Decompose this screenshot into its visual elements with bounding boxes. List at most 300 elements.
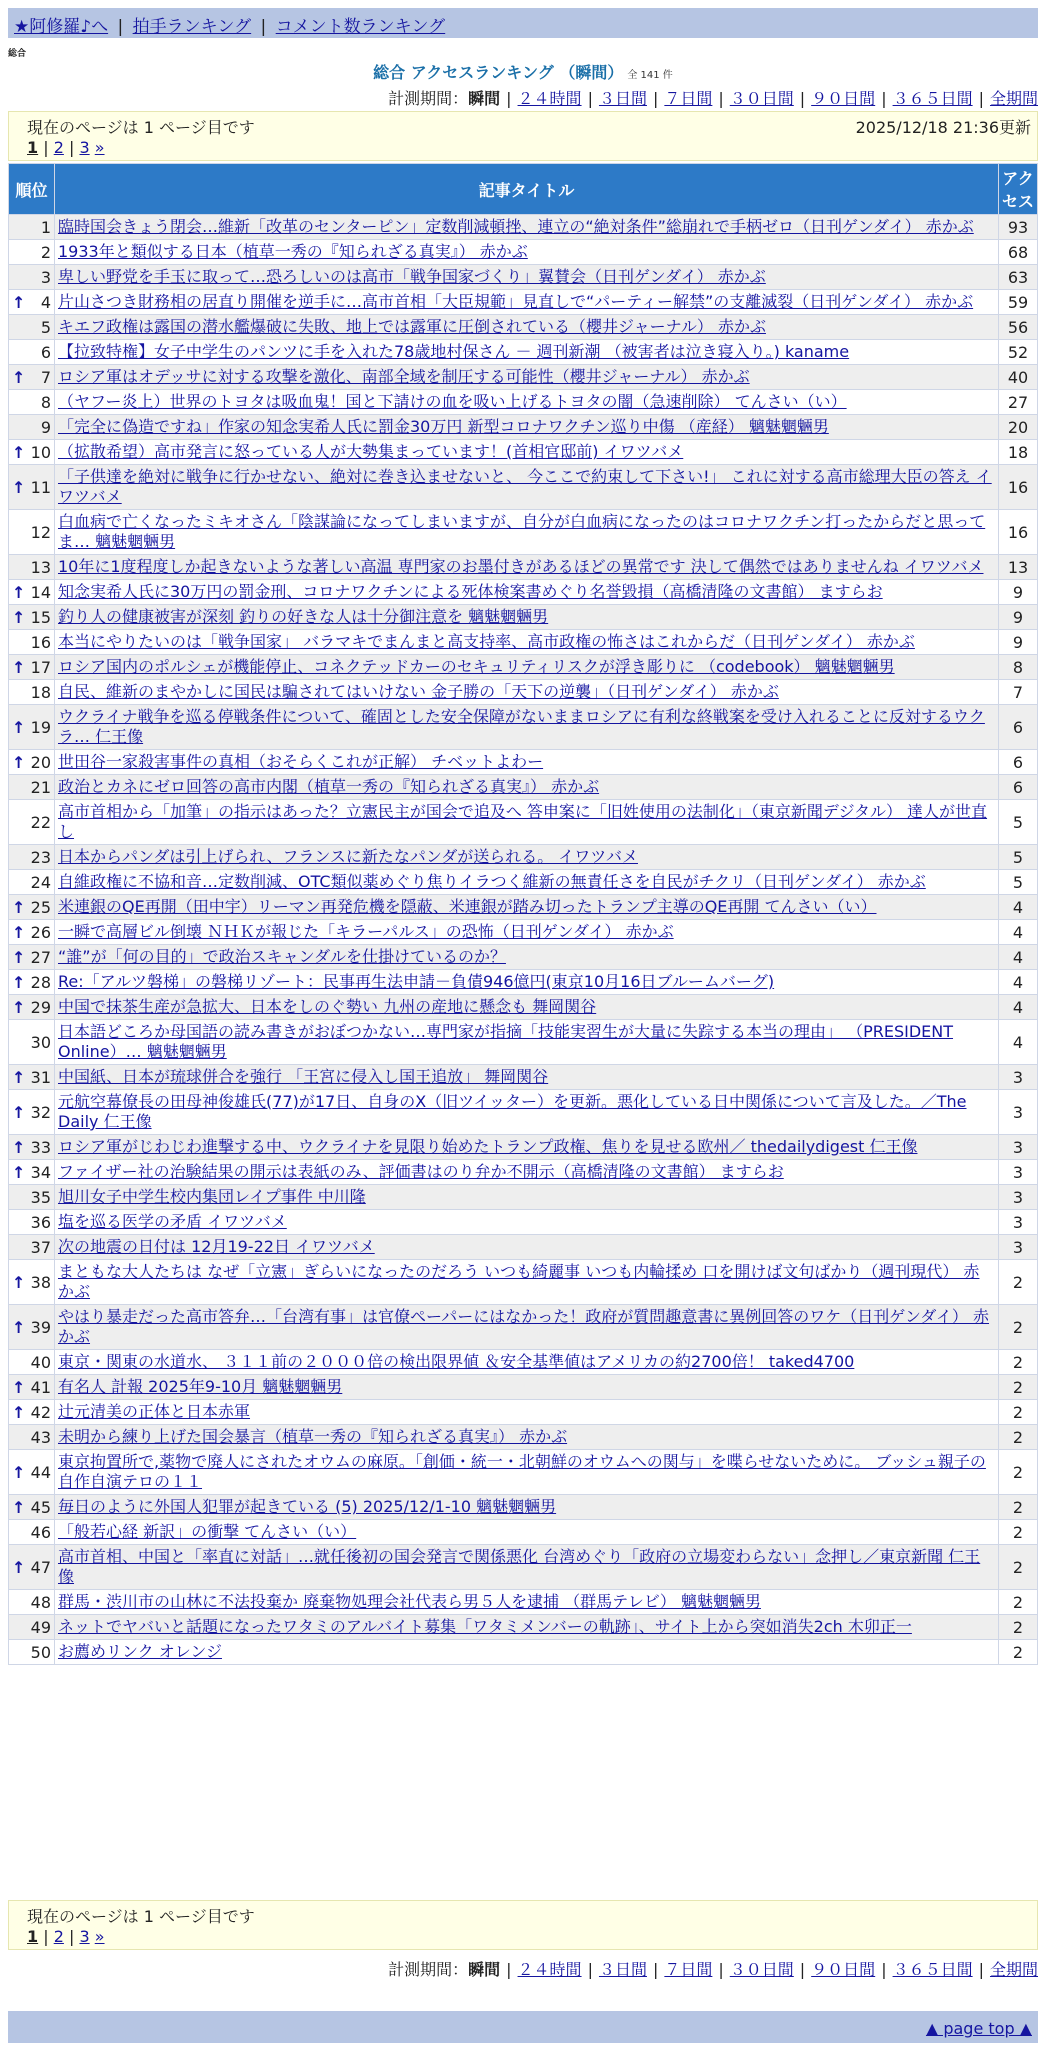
article-link[interactable]: 塩を巡る医学の矛盾 イワツバメ <box>58 1212 287 1231</box>
title-cell <box>55 800 999 845</box>
rank-number: 15 <box>30 607 51 627</box>
rank-cell <box>9 800 55 845</box>
access-count: 3 <box>999 1210 1038 1235</box>
period-label: 計測期間： <box>388 1960 469 1979</box>
article-link[interactable]: 群馬・渋川市の山林に不法投棄か 廃棄物処理会社代表ら男５人を逮捕 （群馬テレビ） 魑魅魍魎男 <box>58 1592 761 1611</box>
page-links <box>27 1927 1019 1946</box>
rank-cell <box>9 1020 55 1065</box>
rank-cell <box>9 290 55 315</box>
page-link[interactable]: 3 <box>79 138 90 157</box>
separator: | <box>799 89 806 108</box>
home-link[interactable]: ★阿修羅♪へ <box>14 17 109 37</box>
article-link[interactable]: 高市首相から「加筆」の指示はあった？立憲民主が国会で追及へ 答申案に「旧姓使用の法制化」（東京新聞デジタル） 達人が世直し <box>58 802 988 841</box>
access-count: 3 <box>999 1160 1038 1185</box>
rank-cell <box>9 1260 55 1305</box>
access-count: 2 <box>999 1640 1038 1665</box>
rank-number: 3 <box>40 267 51 287</box>
article-link[interactable]: 日本からパンダは引上げられ、フランスに新たなパンダが送られる。 イワツバメ <box>58 847 638 866</box>
rank-cell <box>9 1425 55 1450</box>
article-link[interactable]: ロシア軍がじわじわ進撃する中、ウクライナを見限り始めたトランプ政権、焦りを見せる欧州／ thedailydigest 仁王像 <box>58 1137 918 1156</box>
table-row <box>9 340 1038 365</box>
title-cell <box>55 1640 999 1665</box>
title-cell <box>55 580 999 605</box>
title-cell <box>55 1520 999 1545</box>
rank-cell <box>9 265 55 290</box>
rank-cell <box>9 1160 55 1185</box>
access-count: 6 <box>999 750 1038 775</box>
title-cell <box>55 1450 999 1495</box>
article-link[interactable]: やはり暴走だった高市答弁…「台湾有事」は官僚ペーパーにはなかった！政府が質問趣意書に異例回答のワケ（日刊ゲンダイ） 赤かぶ <box>58 1307 990 1346</box>
rank-up-icon: ↑ <box>12 1067 26 1087</box>
rank-cell <box>9 1350 55 1375</box>
access-count: 5 <box>999 800 1038 845</box>
rank-cell <box>9 605 55 630</box>
period-selector-bottom <box>388 1957 1038 1980</box>
rank-number: 26 <box>30 922 51 942</box>
table-row <box>9 510 1038 555</box>
separator: | <box>38 138 54 157</box>
rank-cell <box>9 1065 55 1090</box>
table-row <box>9 415 1038 440</box>
table-row <box>9 1020 1038 1065</box>
rank-up-icon: ↑ <box>12 477 26 497</box>
title-cell <box>55 290 999 315</box>
article-link[interactable]: “誰”が「何の目的」で政治スキャンダルを仕掛けているのか？ <box>58 947 506 966</box>
article-link[interactable]: 中国で抹茶生産が急拡大、日本をしのぐ勢い 九州の産地に懸念も 舞岡関谷 <box>58 997 597 1016</box>
article-link[interactable]: お薦めリンク オレンジ <box>58 1642 222 1661</box>
table-row <box>9 555 1038 580</box>
article-link[interactable]: ファイザー社の治験結果の開示は表紙のみ、評価書はのり弁か不開示（高橋清隆の文書館） ますらお <box>58 1162 784 1181</box>
table-row <box>9 775 1038 800</box>
article-link[interactable]: 「般若心経 新訳」の衝撃 てんさい（い） <box>58 1522 357 1541</box>
access-count: 16 <box>999 465 1038 510</box>
period-link[interactable]: ３６５日間 <box>892 89 973 108</box>
article-link[interactable]: 「子供達を絶対に戦争に行かせない、絶対に巻き込ませないと、 今ここで約束して下さい!」 これに対する高市総理大臣の答え イワツバメ <box>58 467 992 506</box>
rank-number: 32 <box>30 1102 51 1122</box>
article-link[interactable]: 白血病で亡くなったミキオさん「陰謀論になってしまいますが、自分が白血病になったのはコロナワクチン打ったからだと思ってま… 魑魅魍魎男 <box>58 512 986 551</box>
rank-number: 50 <box>30 1642 51 1662</box>
separator: | <box>38 1927 54 1946</box>
separator: | <box>881 1960 887 1979</box>
access-count: 3 <box>999 1135 1038 1160</box>
title-cell <box>55 1135 999 1160</box>
rank-number: 16 <box>30 632 51 652</box>
rank-up-icon: ↑ <box>12 607 26 627</box>
access-count: 2 <box>999 1425 1038 1450</box>
period-selector-top <box>388 86 1038 109</box>
rank-number: 31 <box>30 1067 51 1087</box>
title-cell <box>55 265 999 290</box>
article-link[interactable]: 1933年と類似する日本（植草一秀の『知られざる真実』） 赤かぶ <box>58 242 528 261</box>
rank-up-icon: ↑ <box>12 997 26 1017</box>
article-link[interactable]: 【拉致特権】女子中学生のパンツに手を入れた78歳地村保さん － 週刊新潮 （被害者は泣き寝入り。) kaname <box>58 342 850 361</box>
title-cell <box>55 605 999 630</box>
rank-cell <box>9 995 55 1020</box>
access-count: 5 <box>999 870 1038 895</box>
rank-up-icon: ↑ <box>12 367 26 387</box>
page-link[interactable]: 3 <box>79 1927 90 1946</box>
separator: | <box>506 1960 512 1979</box>
rank-cell <box>9 365 55 390</box>
table-row <box>9 1090 1038 1135</box>
page-link[interactable]: 2 <box>53 138 64 157</box>
rank-up-icon: ↑ <box>12 897 26 917</box>
table-row <box>9 970 1038 995</box>
table-row <box>9 705 1038 750</box>
access-count: 2 <box>999 1305 1038 1350</box>
separator: | <box>587 89 593 108</box>
rank-number: 42 <box>30 1402 51 1422</box>
access-count: 3 <box>999 1185 1038 1210</box>
rank-number: 19 <box>30 717 51 737</box>
title-cell <box>55 1235 999 1260</box>
title-cell <box>55 705 999 750</box>
table-row <box>9 1160 1038 1185</box>
period-link[interactable]: ３０日間 <box>729 1960 794 1979</box>
rank-number: 30 <box>30 1032 51 1052</box>
table-row <box>9 750 1038 775</box>
rank-cell <box>9 340 55 365</box>
rank-number: 13 <box>30 557 51 577</box>
separator: | <box>63 138 80 157</box>
period-link[interactable]: ３６５日間 <box>892 1960 973 1979</box>
footer-bar <box>8 2011 1038 2043</box>
table-row <box>9 895 1038 920</box>
clap-ranking-link[interactable]: 拍手ランキング <box>132 17 252 37</box>
access-count: 2 <box>999 1495 1038 1520</box>
rank-number: 24 <box>30 872 51 892</box>
access-count: 20 <box>999 415 1038 440</box>
access-count: 4 <box>999 895 1038 920</box>
table-row <box>9 215 1038 240</box>
article-link[interactable]: キエフ政権は露国の潜水艦爆破に失敗、地上では露軍に圧倒されている（櫻井ジャーナル） 赤かぶ <box>58 317 766 336</box>
article-link[interactable]: 有名人 計報 2025年9-10月 魑魅魍魎男 <box>58 1377 343 1396</box>
rank-up-icon: ↑ <box>12 292 26 312</box>
period-link[interactable]: ９０日間 <box>811 1960 876 1979</box>
article-link[interactable]: 高市首相、中国と「率直に対話」…就任後初の国会発言で関係悪化 台湾めぐり「政府の立場変わらない」念押し／東京新聞 仁王像 <box>58 1547 981 1586</box>
period-link[interactable]: ７日間 <box>664 89 713 108</box>
rank-cell <box>9 1090 55 1135</box>
article-link[interactable]: 知念実希人氏に30万円の罰金刑、コロナワクチンによる死体検案書めぐり名誉毀損（高橋清隆の文書館） ますらお <box>58 582 883 601</box>
page-link[interactable]: 2 <box>53 1927 64 1946</box>
article-link[interactable]: ネットでヤバいと話題になったワタミのアルバイト募集「ワタミメンバーの軌跡」、サイト上から突如消失2ch 木卯正一 <box>58 1617 912 1636</box>
rank-cell <box>9 1375 55 1400</box>
page-top-link[interactable]: ▲ page top ▲ <box>925 2019 1032 2038</box>
article-link[interactable]: まともな大人たちは なぜ「立憲」ぎらいになったのだろう いつも綺麗事 いつも内輪揉め 口を開けば文句ばかり（週刊現代） 赤かぶ <box>58 1262 980 1301</box>
separator: | <box>587 1960 593 1979</box>
title-cell <box>55 920 999 945</box>
period-link[interactable]: 全期間 <box>989 1960 1038 1979</box>
rank-number: 36 <box>30 1212 51 1232</box>
rank-cell <box>9 775 55 800</box>
article-link[interactable]: ロシア国内のポルシェが機能停止、コネクテッドカーのセキュリティリスクが浮き彫りに （codebook） 魑魅魍魎男 <box>58 657 895 676</box>
rank-cell <box>9 630 55 655</box>
access-count: 2 <box>999 1545 1038 1590</box>
rank-cell <box>9 680 55 705</box>
article-link[interactable]: 「完全に偽造ですね」作家の知念実希人氏に罰金30万円 新型コロナワクチン巡り中傷 （産経） 魑魅魍魎男 <box>58 417 829 436</box>
article-link[interactable]: 毎日のように外国人犯罪が起きている (5) 2025/12/1-10 魑魅魍魎男 <box>58 1497 557 1516</box>
rank-up-icon: ↑ <box>12 582 26 602</box>
rank-number: 40 <box>30 1352 51 1372</box>
ranking-table <box>8 163 1038 1665</box>
rank-cell <box>9 1640 55 1665</box>
table-row <box>9 655 1038 680</box>
title-cell <box>55 390 999 415</box>
article-link[interactable]: 旭川女子中学生校内集団レイプ事件 中川隆 <box>58 1187 366 1206</box>
access-count: 3 <box>999 1065 1038 1090</box>
rank-number: 11 <box>30 477 51 497</box>
article-link[interactable]: ロシア軍はオデッサに対する攻撃を激化、南部全域を制圧する可能性（櫻井ジャーナル） 赤かぶ <box>58 367 750 386</box>
article-link[interactable]: 一瞬で高層ビル倒壊 ＮＨＫが報じた「キラーパルス」の恐怖（日刊ゲンダイ） 赤かぶ <box>58 922 674 941</box>
article-link[interactable]: 東京・関東の水道水、 ３１１前の２０００倍の検出限界値 ＆安全基準値はアメリカの約2700倍！ taked4700 <box>58 1352 855 1371</box>
rank-number: 2 <box>40 242 51 262</box>
rank-number: 27 <box>30 947 51 967</box>
rank-cell <box>9 1450 55 1495</box>
table-row <box>9 1425 1038 1450</box>
table-row <box>9 1065 1038 1090</box>
title-cell <box>55 1090 999 1135</box>
rank-number: 47 <box>30 1557 51 1577</box>
section-label: 総合 <box>8 49 27 59</box>
title-cell <box>55 465 999 510</box>
rank-cell <box>9 895 55 920</box>
top-nav-bar <box>8 8 1038 38</box>
rank-cell <box>9 705 55 750</box>
article-link[interactable]: 元航空幕僚長の田母神俊雄氏(77)が17日、自身のX（旧ツイッター）を更新。悪化している日中関係について言及した。／The Daily 仁王像 <box>58 1092 967 1131</box>
rank-cell <box>9 465 55 510</box>
article-link[interactable]: 未明から練り上げた国会暴言（植草一秀の『知られざる真実』） 赤かぶ <box>58 1427 568 1446</box>
access-count: 2 <box>999 1615 1038 1640</box>
article-link[interactable]: 辻元清美の正体と日本赤軍 <box>58 1402 251 1421</box>
pager-top <box>8 111 1038 161</box>
period-link[interactable]: ２４時間 <box>517 1960 582 1979</box>
period-link[interactable]: ３０日間 <box>729 89 794 108</box>
access-count: 2 <box>999 1450 1038 1495</box>
separator: | <box>881 89 887 108</box>
article-link[interactable]: 東京拘置所で,薬物で廃人にされたオウムの麻原。「創価・統一・北朝鮮のオウムへの関与」を喋らせないために。 ブッシュ親子の自作自演テロの１１ <box>58 1452 986 1491</box>
rank-cell <box>9 315 55 340</box>
period-link[interactable]: ３日間 <box>598 1960 647 1979</box>
article-link[interactable]: 中国紙、日本が琉球併合を強行 「王宮に侵入し国王追放」 舞岡関谷 <box>58 1067 549 1086</box>
article-link[interactable]: 本当にやりたいのは「戦争国家」 バラマキでまんまと高支持率、高市政権の怖さはこれからだ（日刊ゲンダイ） 赤かぶ <box>58 632 915 651</box>
comment-ranking-link[interactable]: コメント数ランキング <box>275 17 446 37</box>
access-count: 9 <box>999 630 1038 655</box>
rank-number: 46 <box>30 1522 51 1542</box>
access-count: 16 <box>999 510 1038 555</box>
title-cell <box>55 1185 999 1210</box>
table-row <box>9 995 1038 1020</box>
rank-number: 28 <box>30 972 51 992</box>
rank-cell <box>9 1495 55 1520</box>
article-link[interactable]: 卑しい野党を手玉に取って…恐ろしいのは高市「戦争国家づくり」翼賛会（日刊ゲンダイ） 赤かぶ <box>58 267 766 286</box>
table-row <box>9 1640 1038 1665</box>
rank-up-icon: ↑ <box>12 972 26 992</box>
rank-cell <box>9 1615 55 1640</box>
next-page-link[interactable]: » <box>94 138 105 157</box>
rank-cell <box>9 750 55 775</box>
rank-number: 17 <box>30 657 51 677</box>
article-link[interactable]: 日本語どころか母国語の読み書きがおぼつかない…専門家が指摘「技能実習生が大量に失踪する本当の理由」 （PRESIDENT Online）… 魑魅魍魎男 <box>58 1022 954 1061</box>
title-cell <box>55 1160 999 1185</box>
page-title <box>0 60 1046 83</box>
article-link[interactable]: （ヤフー炎上）世界のトヨタは吸血鬼！国と下請けの血を吸い上げるトヨタの闇（急速削除） てんさい（い） <box>58 392 847 411</box>
article-link[interactable]: 臨時国会きょう閉会…維新「改革のセンターピン」定数削減頓挫、連立の“絶対条件”総崩れで手柄ゼロ（日刊ゲンダイ） 赤かぶ <box>58 217 974 236</box>
period-link[interactable]: ２４時間 <box>517 89 582 108</box>
title-cell <box>55 970 999 995</box>
access-count: 2 <box>999 1400 1038 1425</box>
access-count: 2 <box>999 1375 1038 1400</box>
table-row <box>9 440 1038 465</box>
access-count: 63 <box>999 265 1038 290</box>
rank-cell <box>9 440 55 465</box>
rank-up-icon: ↑ <box>12 1402 26 1422</box>
article-link[interactable]: 自民、維新のまやかしに国民は騙されてはいけない 金子勝の「天下の逆襲」（日刊ゲンダイ） 赤かぶ <box>58 682 779 701</box>
title-cell <box>55 945 999 970</box>
article-link[interactable]: 片山さつき財務相の居直り開催を逆手に…高市首相「大臣規範」見直しで“パーティー解禁”の支離滅裂（日刊ゲンダイ） 赤かぶ <box>58 292 974 311</box>
title-cell <box>55 1210 999 1235</box>
title-cell <box>55 630 999 655</box>
rank-up-icon: ↑ <box>12 1162 26 1182</box>
rank-number: 8 <box>40 392 51 412</box>
rank-up-icon: ↑ <box>12 717 26 737</box>
table-row <box>9 945 1038 970</box>
title-cell <box>55 1425 999 1450</box>
access-count: 93 <box>999 215 1038 240</box>
article-link[interactable]: 10年に1度程度しか起きないような著しい高温 専門家のお墨付きがあるほどの異常です 決して偶然ではありませんね イワツバメ <box>58 557 984 576</box>
updated-timestamp: 2025/12/18 21:36更新 <box>855 118 1031 137</box>
table-row <box>9 240 1038 265</box>
col-rank-header: 順位 <box>9 164 55 215</box>
page-links <box>27 138 1019 157</box>
period-link[interactable]: ７日間 <box>664 1960 713 1979</box>
rank-cell <box>9 1210 55 1235</box>
period-label: 計測期間： <box>388 89 469 108</box>
rank-number: 43 <box>30 1427 51 1447</box>
separator: | <box>117 17 124 37</box>
rank-number: 49 <box>30 1617 51 1637</box>
period-link[interactable]: ９０日間 <box>811 89 876 108</box>
separator: | <box>506 89 512 108</box>
rank-up-icon: ↑ <box>12 442 26 462</box>
title-cell <box>55 870 999 895</box>
separator: | <box>718 89 724 108</box>
separator: | <box>978 1960 984 1979</box>
rank-number: 12 <box>30 522 51 542</box>
access-count: 18 <box>999 440 1038 465</box>
table-row <box>9 1235 1038 1260</box>
article-link[interactable]: Re:「アルツ磐梯」の磐梯リゾート：民事再生法申請－負債946億円(東京10月16日ブルームバーグ) <box>58 972 775 991</box>
rank-number: 18 <box>30 682 51 702</box>
article-link[interactable]: 自維政権に不協和音…定数削減、OTC類似薬めぐり焦りイラつく維新の無責任さを自民がチクリ（日刊ゲンダイ） 赤かぶ <box>58 872 926 891</box>
table-row <box>9 1305 1038 1350</box>
access-count: 4 <box>999 945 1038 970</box>
access-count: 4 <box>999 920 1038 945</box>
rank-cell <box>9 870 55 895</box>
rank-up-icon: ↑ <box>12 1317 26 1337</box>
article-link[interactable]: 政治とカネにゼロ回答の高市内閣（植草一秀の『知られざる真実』） 赤かぶ <box>58 777 600 796</box>
rank-number: 1 <box>40 217 51 237</box>
title-cell <box>55 1590 999 1615</box>
rank-cell <box>9 215 55 240</box>
total-count: 全 141 件 <box>627 70 673 81</box>
title-cell <box>55 1350 999 1375</box>
title-cell <box>55 1305 999 1350</box>
access-count: 2 <box>999 1260 1038 1305</box>
rank-up-icon: ↑ <box>12 1137 26 1157</box>
rank-number: 37 <box>30 1237 51 1257</box>
title-cell <box>55 845 999 870</box>
table-row <box>9 1545 1038 1590</box>
article-link[interactable]: 釣り人の健康被害が深刻 釣りの好きな人は十分御注意を 魑魅魍魎男 <box>58 607 549 626</box>
access-count: 9 <box>999 605 1038 630</box>
rank-up-icon: ↑ <box>12 947 26 967</box>
title-cell <box>55 1545 999 1590</box>
rank-number: 20 <box>30 752 51 772</box>
current-page-text: 現在のページは 1 ページ目です <box>27 1907 255 1926</box>
title-cell <box>55 1020 999 1065</box>
title-cell <box>55 655 999 680</box>
access-count: 27 <box>999 390 1038 415</box>
title-cell <box>55 315 999 340</box>
access-count: 13 <box>999 555 1038 580</box>
access-count: 2 <box>999 1590 1038 1615</box>
rank-up-icon: ↑ <box>12 1272 26 1292</box>
access-count: 9 <box>999 580 1038 605</box>
table-row <box>9 800 1038 845</box>
title-cell <box>55 440 999 465</box>
separator: | <box>718 1960 724 1979</box>
rank-cell <box>9 920 55 945</box>
table-row <box>9 1450 1038 1495</box>
access-count: 68 <box>999 240 1038 265</box>
ranking-title: 総合 アクセスランキング （瞬間） <box>373 63 624 82</box>
table-row <box>9 605 1038 630</box>
access-count: 4 <box>999 995 1038 1020</box>
article-link[interactable]: 世田谷一家殺害事件の真相（おそらくこれが正解） チベットよわー <box>58 752 544 771</box>
title-cell <box>55 995 999 1020</box>
table-row <box>9 1210 1038 1235</box>
next-page-link[interactable]: » <box>94 1927 105 1946</box>
table-row <box>9 290 1038 315</box>
rank-up-icon: ↑ <box>12 1462 26 1482</box>
access-count: 8 <box>999 655 1038 680</box>
article-link[interactable]: （拡散希望）高市発言に怒っている人が大勢集まっています！(首相官邸前) イワツバメ <box>58 442 684 461</box>
access-count: 4 <box>999 1020 1038 1065</box>
table-row <box>9 1375 1038 1400</box>
article-link[interactable]: ウクライナ戦争を巡る停戦条件について、確固とした安全保障がないままロシアに有利な終戦案を受け入れることに反対するウクラ… 仁王像 <box>58 707 985 746</box>
rank-cell <box>9 1185 55 1210</box>
rank-number: 23 <box>30 847 51 867</box>
period-link[interactable]: ３日間 <box>598 89 647 108</box>
separator: | <box>652 1960 659 1979</box>
title-cell <box>55 555 999 580</box>
article-link[interactable]: 米連銀のQE再開（田中宇）リーマン再発危機を隠蔽、米連銀が踏み切ったトランプ主導のQE再開 てんさい（い） <box>58 897 877 916</box>
title-cell <box>55 1400 999 1425</box>
rank-number: 38 <box>30 1272 51 1292</box>
table-row <box>9 465 1038 510</box>
rank-number: 35 <box>30 1187 51 1207</box>
article-link[interactable]: 次の地震の日付は 12月19-22日 イワツバメ <box>58 1237 375 1256</box>
pager-bottom <box>8 1900 1038 1950</box>
rank-up-icon: ↑ <box>12 922 26 942</box>
rank-number: 6 <box>40 342 51 362</box>
period-link[interactable]: 全期間 <box>989 89 1038 108</box>
rank-number: 33 <box>30 1137 51 1157</box>
table-row <box>9 845 1038 870</box>
rank-number: 29 <box>30 997 51 1017</box>
access-count: 2 <box>999 1520 1038 1545</box>
table-row <box>9 1260 1038 1305</box>
